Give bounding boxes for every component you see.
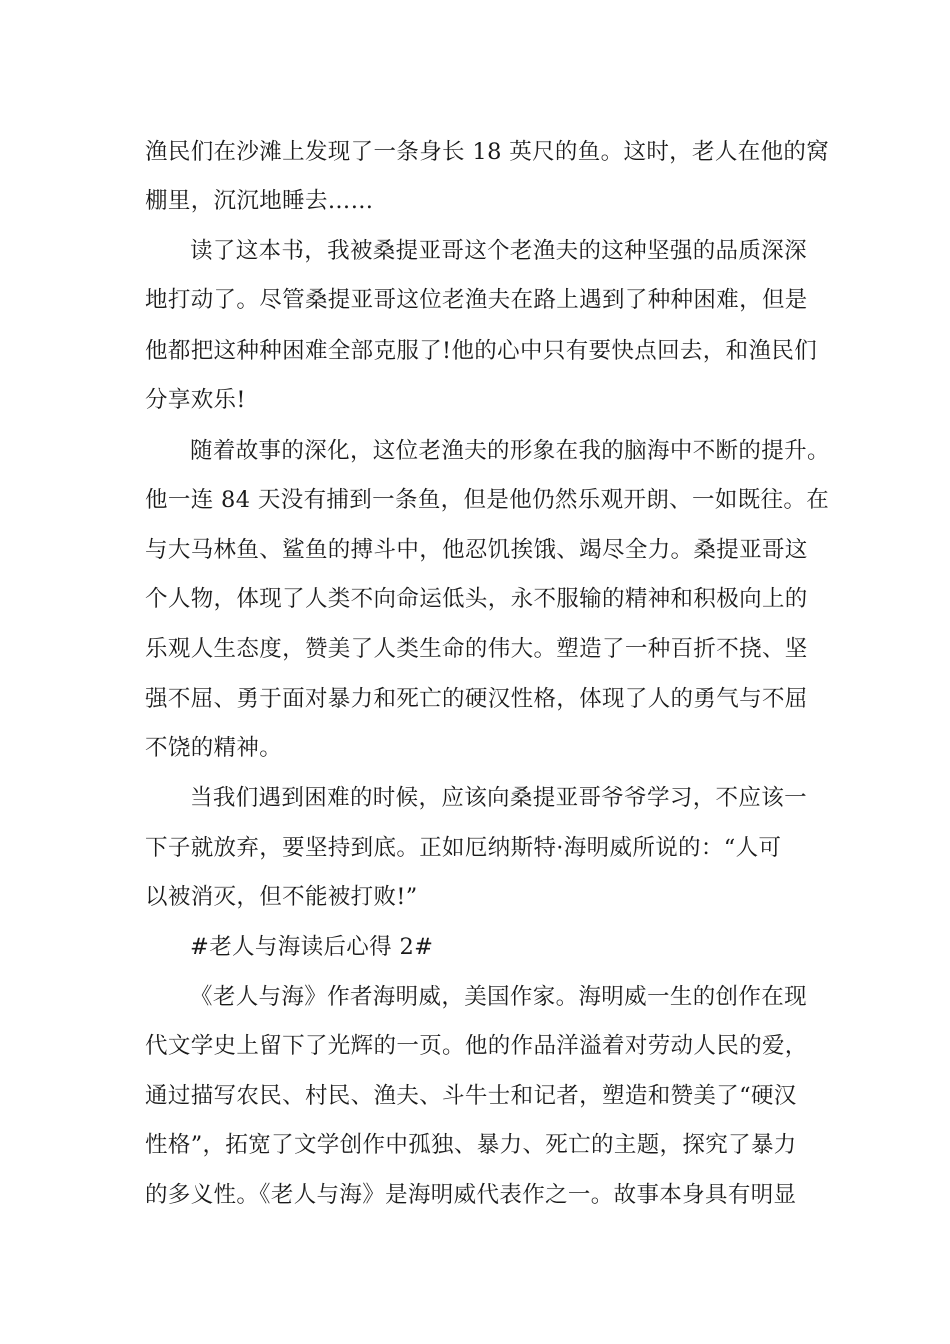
text-line: 代文学史上留下了光辉的一页。他的作品洋溢着对劳动人民的爱， [145,1033,808,1059]
paragraph-first-line: 《老人与海》作者海明威，美国作家。海明威一生的创作在现 [190,984,807,1010]
text-line: 下子就放弃，要坚持到底。正如厄纳斯特·海明威所说的：“人可 [145,835,782,861]
text-line: 强不屈、勇于面对暴力和死亡的硬汉性格，体现了人的勇气与不屈 [145,686,808,712]
text-line: 棚里，沉沉地睡去…… [145,188,374,214]
text-line: 通过描写农民、村民、渔夫、斗牛士和记者，塑造和赞美了“硬汉 [145,1083,797,1109]
paragraph-first-line: 读了这本书，我被桑提亚哥这个老渔夫的这种坚强的品质深深 [190,238,807,264]
text-line: 地打动了。尽管桑提亚哥这位老渔夫在路上遇到了种种困难，但是 [145,287,808,313]
text-line: 不饶的精神。 [145,735,283,761]
text-line: 个人物，体现了人类不向命运低头，永不服输的精神和积极向上的 [145,586,808,612]
text-line: 乐观人生态度，赞美了人类生命的伟大。塑造了一种百折不挠、坚 [145,636,808,662]
text-line: 他都把这种种困难全部克服了!他的心中只有要快点回去，和渔民们 [145,338,818,364]
text-line: 渔民们在沙滩上发现了一条身长 18 英尺的鱼。这时，老人在他的窝 [145,139,830,165]
paragraph-first-line: 当我们遇到困难的时候，应该向桑提亚哥爷爷学习，不应该一 [190,785,807,811]
text-line: 以被消灭，但不能被打败!” [145,884,418,910]
text-line: 的多义性。《老人与海》是海明威代表作之一。故事本身具有明显 [145,1182,797,1208]
text-line: 性格”，拓宽了文学创作中孤独、暴力、死亡的主题，探究了暴力 [145,1132,797,1158]
text-line: 分享欢乐! [145,387,246,413]
paragraph-first-line: 随着故事的深化，这位老渔夫的形象在我的脑海中不断的提升。 [190,438,830,464]
section-heading: #老人与海读后心得 2# [190,934,434,960]
text-line: 与大马林鱼、鲨鱼的搏斗中，他忍饥挨饿、竭尽全力。桑提亚哥这 [145,537,808,563]
text-line: 他一连 84 天没有捕到一条鱼，但是他仍然乐观开朗、一如既往。在 [145,487,830,513]
